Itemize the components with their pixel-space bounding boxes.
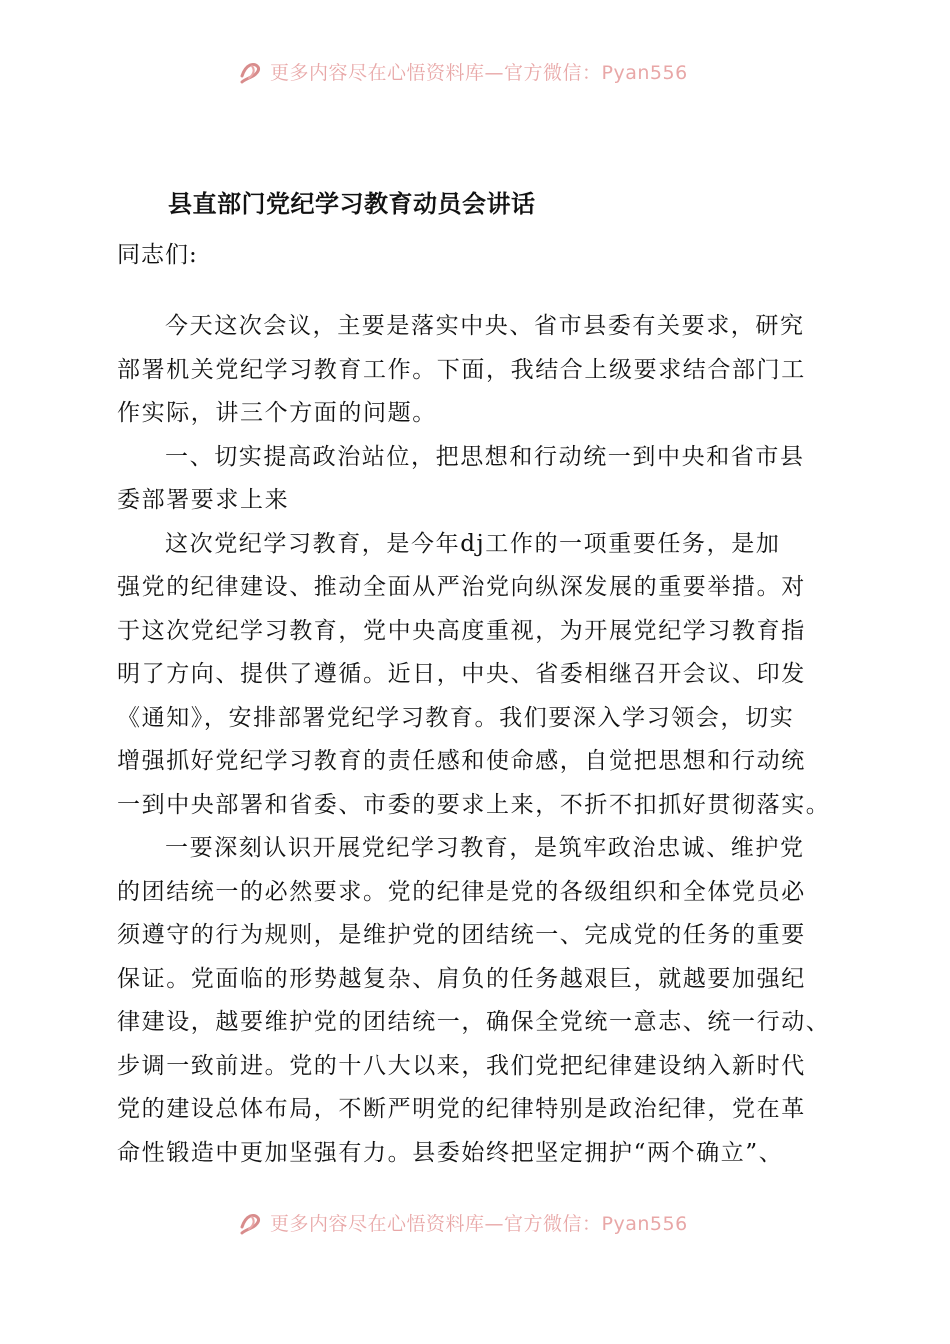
salutation: 同志们: <box>117 242 198 268</box>
text-line: 一、切实提高政治站位，把思想和行动统一到中央和省市县 <box>165 443 805 470</box>
brush-logo-icon <box>238 58 264 84</box>
text-line: 保证。党面临的形势越复杂、肩负的任务越艰巨，就越要加强纪 <box>117 965 806 992</box>
text-line: 党的建设总体布局，不断严明党的纪律特别是政治纪律，党在革 <box>117 1096 806 1122</box>
text-line: 的团结统一的必然要求。党的纪律是党的各级组织和全体党员必 <box>117 878 806 905</box>
document-title: 县直部门党纪学习教育动员会讲话 <box>168 189 536 218</box>
text-line: 《通知》，安排部署党纪学习教育。我们要深入学习领会，切实 <box>117 704 795 731</box>
text-line: 部署机关党纪学习教育工作。下面，我结合上级要求结合部门工 <box>117 356 806 383</box>
text-line: 委部署要求上来 <box>117 487 290 513</box>
text-line: 强党的纪律建设、推动全面从严治党向纵深发展的重要举措。对 <box>117 574 806 600</box>
text-line: 步调一致前进。党的十八大以来，我们党把纪律建设纳入新时代 <box>117 1052 806 1079</box>
text-line: 律建设，越要维护党的团结统一，确保全党统一意志、统一行动、 <box>117 1009 831 1035</box>
text-line: 增强抓好党纪学习教育的责任感和使命感，自觉把思想和行动统 <box>117 748 806 774</box>
text-line: 今天这次会议，主要是落实中央、省市县委有关要求，研究 <box>165 313 805 339</box>
text-line: 这次党纪学习教育，是今年dj工作的一项重要任务，是加 <box>165 530 781 557</box>
brush-logo-icon <box>238 1209 264 1235</box>
header-watermark <box>238 56 758 86</box>
text-line: 须遵守的行为规则，是维护党的团结统一、完成党的任务的重要 <box>117 922 806 948</box>
watermark-text: 更多内容尽在心悟资料库—官方微信：Pyan556 <box>270 61 688 84</box>
text-line: 于这次党纪学习教育，党中央高度重视，为开展党纪学习教育指 <box>117 617 806 644</box>
watermark-text: 更多内容尽在心悟资料库—官方微信：Pyan556 <box>270 1212 688 1235</box>
text-line: 一要深刻认识开展党纪学习教育，是筑牢政治忠诚、维护党 <box>165 835 805 861</box>
text-line: 一到中央部署和省委、市委的要求上来，不折不扣抓好贯彻落实。 <box>117 791 831 818</box>
document-body <box>117 305 837 1175</box>
text-line: 明了方向、提供了遵循。近日，中央、省委相继召开会议、印发 <box>117 661 806 687</box>
footer-watermark <box>238 1207 758 1237</box>
text-line: 命性锻造中更加坚强有力。县委始终把坚定拥护“两个确立”、 <box>117 1139 784 1166</box>
text-line: 作实际，讲三个方面的问题。 <box>117 400 437 426</box>
